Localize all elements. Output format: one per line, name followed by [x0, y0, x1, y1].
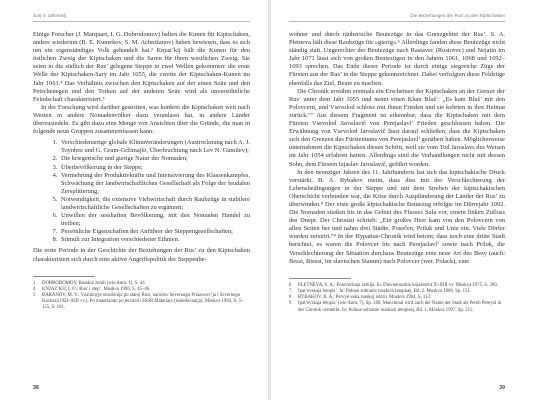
left-page	[0, 0, 268, 400]
page-number-left: 38	[33, 385, 39, 391]
list-item: 4. Vermehrung der Produktivkräfte und Intensivierung des Klassenkampfes, Schwächung der landwirtschaftlichen Gesellschaft als Folge der feudalen Zersplitterung;	[59, 172, 250, 196]
paragraph: Die erste Periode in der Geschichte der Beziehungen der Rus’ zu den Kiptschaken charakterisiert sich durch eine aktive Angriffspolitik der Steppenbe-	[33, 247, 250, 263]
footnote-rule	[33, 276, 95, 277]
list-item: 8. Stimuli zur Integration verschiedener Ethnien.	[59, 236, 250, 244]
right-page-body	[289, 31, 505, 266]
list-item: 2. Die kriegerische und gierige Natur der Nomaden;	[59, 155, 250, 163]
left-page-body	[33, 31, 250, 264]
causes-list	[33, 139, 250, 244]
footnote-number: 8	[289, 295, 292, 301]
list-item: 1. Verschiedenartige globale Klimaveränderungen (Austrocknung nach A. J. Toynbee und G. Grum-Gržimajlo, Überfeuchtung nach Lev N. Gumilev);	[59, 139, 250, 155]
footnote	[289, 301, 505, 313]
footnote-number: 5	[33, 293, 36, 299]
footnotes-right	[289, 283, 505, 314]
footnote-text: KNJAZ’KIJ, I. O.: Rus’ i step’. Moskva 1996, S. 45–46.	[42, 286, 151, 292]
right-page	[271, 0, 539, 400]
footnote	[33, 293, 250, 312]
running-head-left: Jurij V. Zelenskij	[33, 12, 250, 22]
footnote-text: DOBRODOMOV, Russkie zemli (wie Anm. 1), S. 44.	[42, 280, 146, 286]
running-head-right: Die Beziehungen der Rus’ zu den Kiptschaken	[289, 12, 505, 22]
list-item: 7. Persönliche Eigenschaften der Anführer der Steppengesellschaften;	[59, 228, 250, 236]
list-item: 3. Überbevölkerung in der Steppe;	[59, 164, 250, 172]
footnote-text: BARANOV, M. V.: Vzaimnyje otnošenija po staroj Rusi, narodov Severnogo Priazovov’ja i Severnogo Kavkaza (XII–XIII vv.). Po materialam po territorii SSSR.Materialy (issledovanija). Moskva 1982, S. 5–155, S. 101.	[42, 293, 244, 311]
paragraph: Die Chronik erwähnt erstmals ein Erscheinen der Kiptschaken an der Grenze der Rus’ unter dem Jahr 1055 und nennt einen Khan Bluš’: „Es kam Bluš’ mit den Polovcern, und Vsevolod schloss mit ihnen Frieden und sie kehrten in ihre Heimat zurück.“⁷ Aus diesem Fragment ist erkennbar, dass die Kiptschaken mit dem Fürsten Vsevolod Jaroslavič von Perejaslavl’ Frieden geschlossen haben. Die Erwähnung von Vsevolod Jaroslavič lässt darauf schließen, dass die Kiptschaken sich den Grenzen des Fürstentums von Perejaslavl’ genähert haben. Möglicherweise unternahmen die Kiptschaken diesen Schritt, weil sie vom Tod Jaroslavs des Weisen im Jahr 1054 erfahren hatten. Allerdings sind die Verhandlungen nicht mit dessen Sohn, dem Fürsten Izjaslav Jaroslavič, geführt worden.	[289, 87, 505, 168]
paragraph: Einige Forscher (J. Marquart, I. G. Dobrodomov) halten die Kunen für Kiptschaken, andere wiederum (B. E. Kumekov, S. M. Achnižanov) haben bewiesen, dass es sich um ein eigenständiges Volk gehandelt hat.³ Knjaz’kij hält die Kunen für den östlichen Zweig der Kiptschaken und die Saren für ihren westlichen Zweig. Sie seien in die südlich der Rus’ gelegene Steppe in zwei Wellen gekommen: die erste Welle der Kiptschaken-Sary im Jahr 1055, die zweite der Kiptschaken-Kunen im Jahr 1061.⁴ Das Verhältnis zwischen den Kiptschaken auf der einen Seite und den Petschenegen und den Torken auf der anderen Seite wird als unversöhnliche Feindschaft charakterisiert.⁵	[33, 31, 250, 103]
paragraph: In den neunziger Jahren des 11. Jahrhunderts hat sich das kiptschakische Druck verstärkt. B. A. Rybakov meint, dass dies mit der Verschlechterung der Lebensbedingungen in der Steppe und mit dem Streben der kiptschakischen Oberschicht verbunden war, die Krise durch Ausplünderung der Länder der Rus’ zu überwinden.⁸ Der erste große kiptschakische Beutezug erfolgte im Dürrejahr 1092. Die Nomaden stießen bis in das Gebiet des Flusses Sula vor, einem linken Zufluss des Dnepr. Der Chronist schrieb: „Ein großes Heer kam von den Polovcern von allen Seiten her und nahm drei Städte, Posečen, Priluk und Unie ein. Viele Dörfer wurden zerstört.“⁹ In der Hypatius-Chronik wird betont, dass noch eine dritte Stadt berichtet, es waren die Polovcer bis nach Perejaslavl’ sowie nach Priluk, die Verschlechterung der Situation durchaus Beutezüge eine neue Art des Besy (auch: Bessi, Biessi, im slavischen Stamm) nach Polovcer (wer. Polack), eine	[289, 168, 505, 265]
list-item: 6. Unwillen der sesshaften Bevölkerung, mit den Nomaden Handel zu treiben;	[59, 212, 250, 228]
footnote-text: Ipat’evskaja letopis’. In: Polnoe sobranie russkich letopisej, Bd. 2. Moskva 1908, Sp. 151.	[298, 288, 472, 294]
footnote-number: 4	[33, 286, 36, 292]
list-item: 5. Notwendigkeit, die extensive Viehwirtschaft durch Raubzüge in stabilere landwirtschaftliche Gesellschaften zu ergänzen;	[59, 196, 250, 212]
footnote-text: PLETNEVA, S. A.: Polovockaja zemlja. In: Drevnerusskie knjažestva X–XIII vv. Moskva 1975, S. 260.	[298, 282, 498, 288]
footnote-number: 9	[289, 301, 292, 307]
paragraph: In der Forschung wird darüber gestritten, was konkret die Kiptschaken weit nach Westen in andere Nomadenvölker dazu veranlasst hat, in andere Länder überzusiedeln. Es gibt dazu eine Menge von Ansichten über die Gründe, die man in folgende neun Gruppen zusammenfassen kann:	[33, 103, 250, 136]
footnote-number: 3	[33, 280, 36, 286]
footnote-number: 6	[289, 282, 292, 288]
footnote-number: 7	[289, 288, 292, 294]
page-number-right: 39	[499, 385, 505, 391]
footnote-rule	[289, 278, 351, 279]
paragraph: wohner und durch räuberische Beutezüge in das Grenzgebiet der Rus’. S. A. Pletneva hält diese Raubzüge für »gierig«.⁶ Allerdings fanden diese Beutezüge nicht ständig statt. Ungerechter der Beutezüge nach Rastavec (Rostovec) und Nejatin im Jahr 1071 lässt sich von großen Beutezügen in den Jahren 1061, 1068 und 1092–1093 sprechen. Das Ende dieser Periode ist durch einige siegreiche Züge der Fürsten aus der Rus’ in die Steppe gekennzeichnet. Dabei verfolgten diese Feldzüge ebenfalls das Ziel, Beute zu machen.	[289, 31, 505, 87]
footnote-text: RYBAKOV, B. A.: Pervye veka russkoj istorii. Moskva 1964, S. 113.	[298, 295, 432, 301]
footnotes-left	[33, 281, 250, 312]
footnote-text: Ipat’evskaja letopis’ (wie Anm. 7), Sp. 208. Manchmal wird auch der Name der Stadt als Pereb Pereyol in der Chronik vermerkt. In: Polnoe sobranie russkich letopisej, Bd. 1. Moskva 1997, Sp. 215.	[298, 301, 502, 313]
